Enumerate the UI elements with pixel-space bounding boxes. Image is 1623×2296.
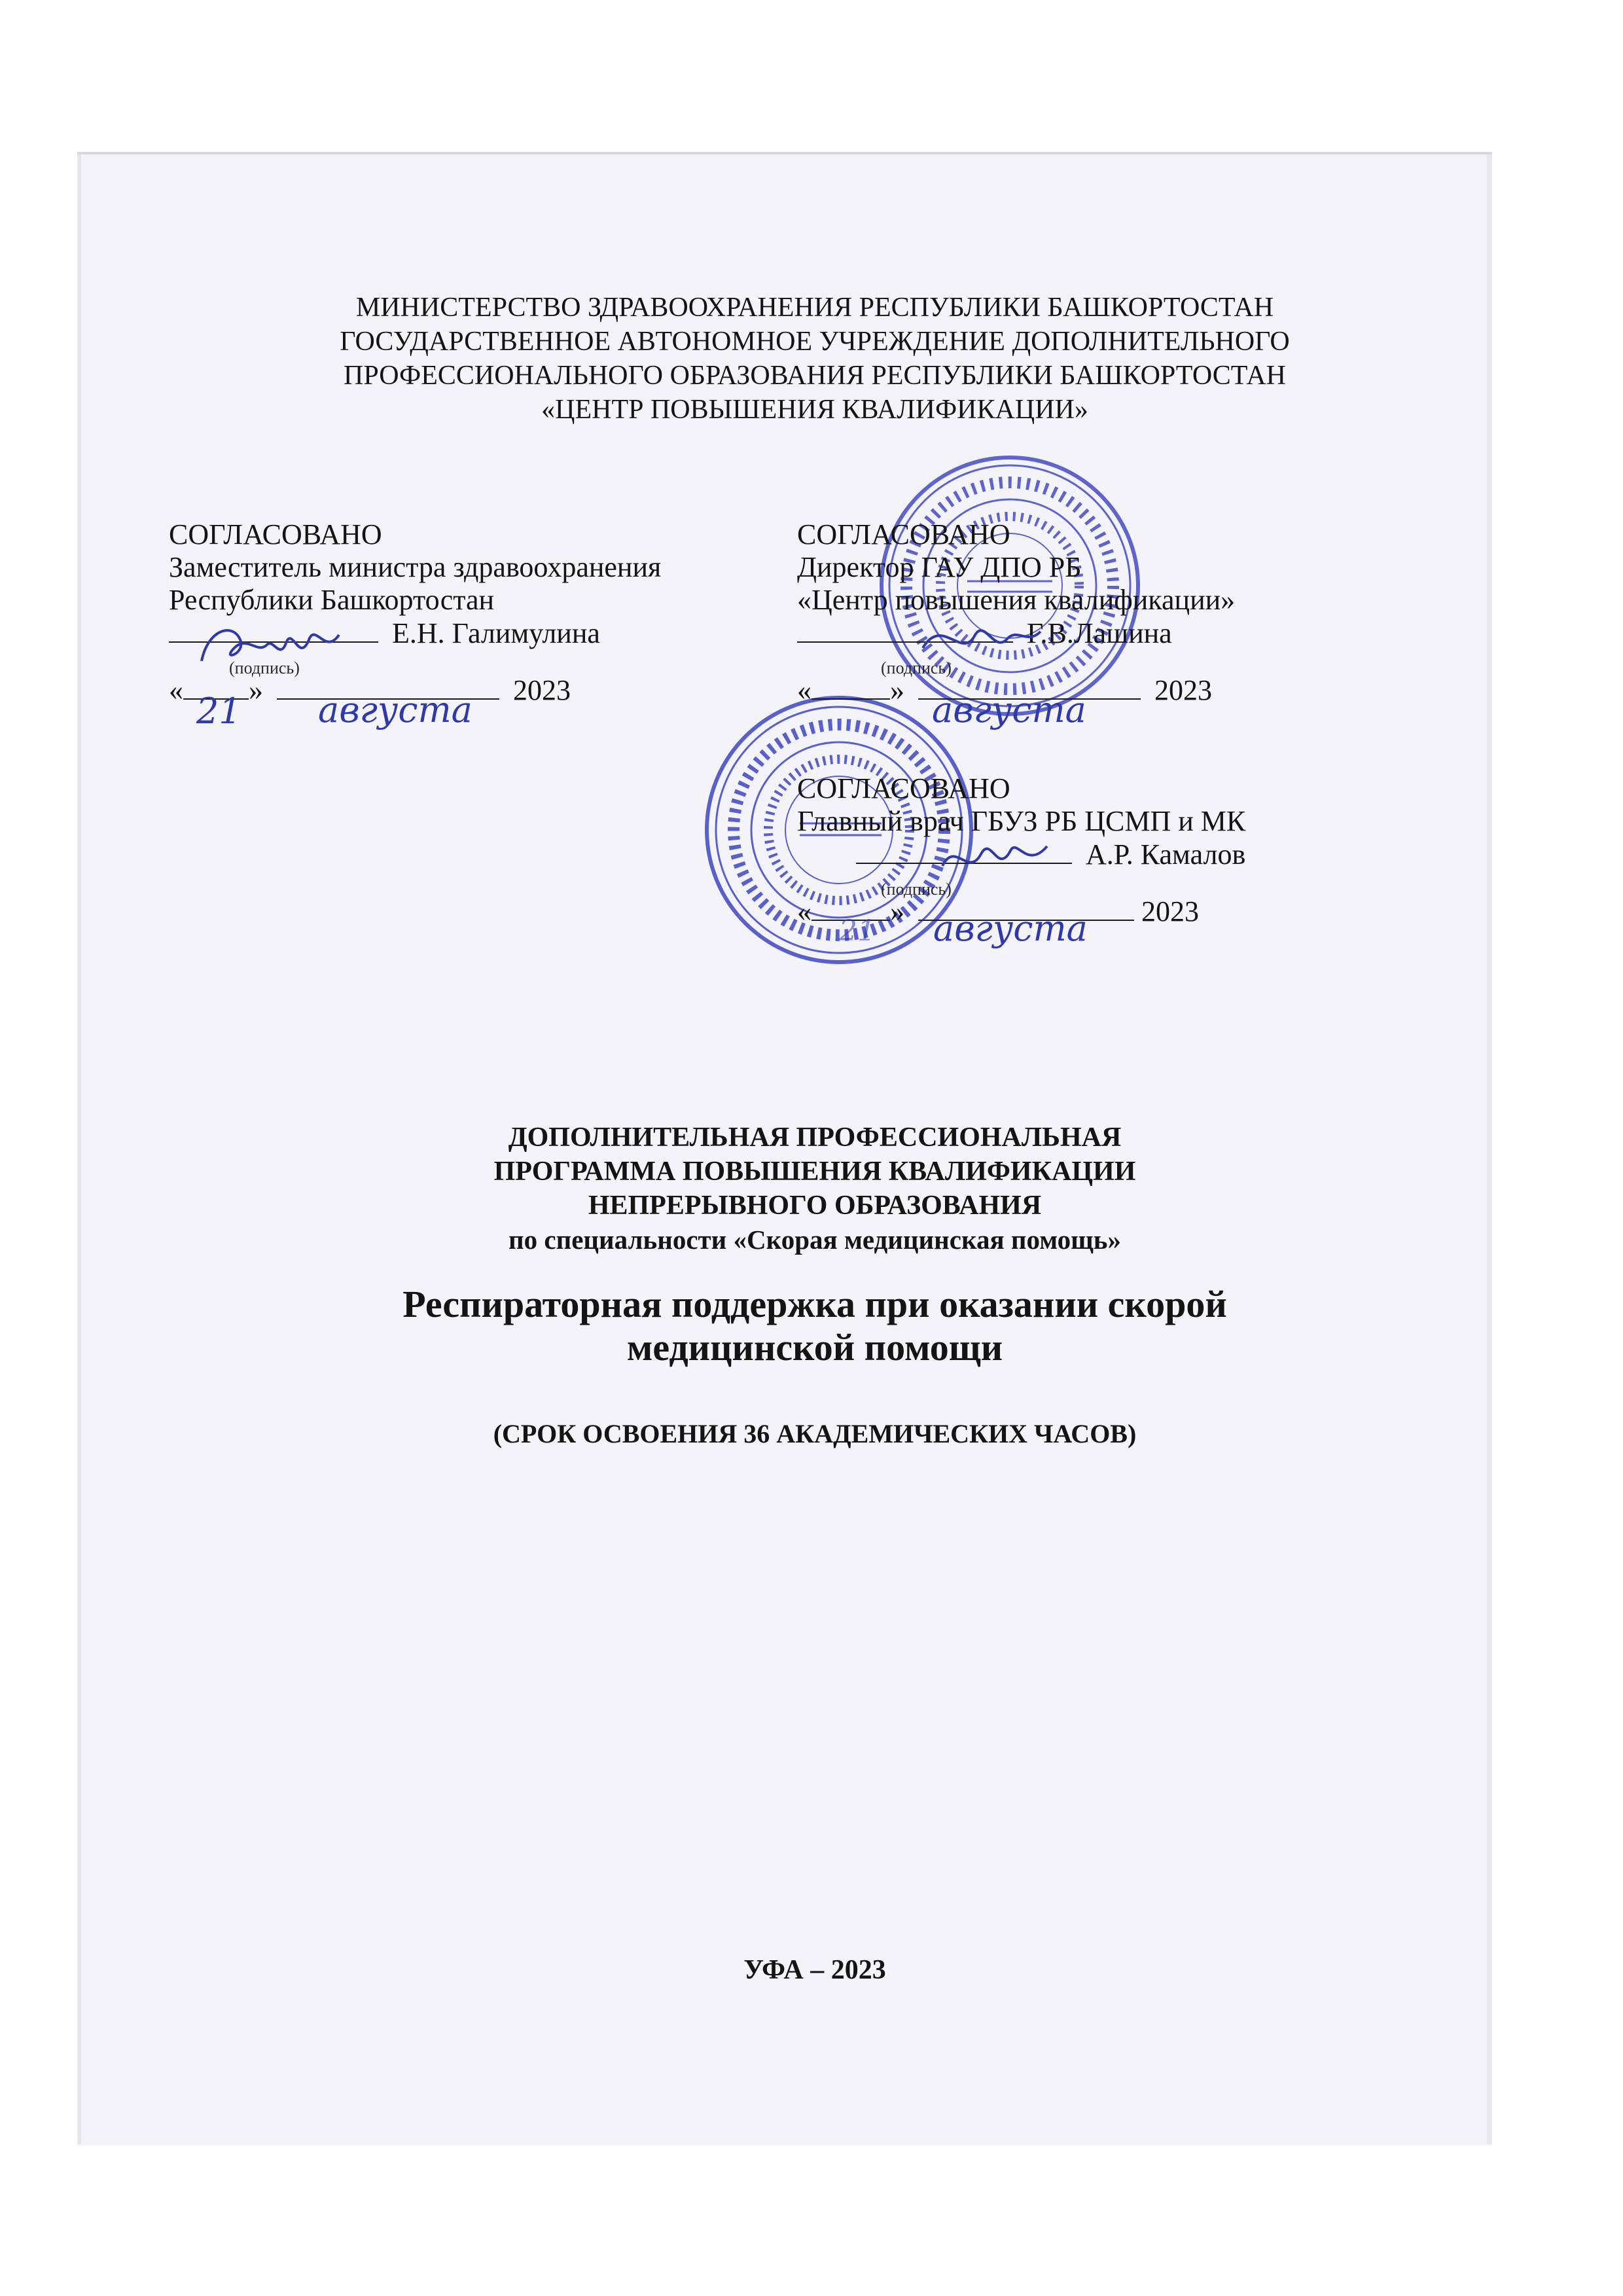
handwritten-signature <box>195 615 352 681</box>
program-title-line: медицинской помощи <box>626 1326 1003 1369</box>
date-day-blank <box>812 673 890 700</box>
program-type-line: ПРОГРАММА ПОВЫШЕНИЯ КВАЛИФИКАЦИИ <box>493 1157 1136 1187</box>
date-close-quote: » <box>890 895 904 927</box>
program-title <box>196 1283 1433 1369</box>
program-duration: (СРОК ОСВОЕНИЯ 36 АКАДЕМИЧЕСКИХ ЧАСОВ) <box>493 1419 1137 1448</box>
date-open-quote: « <box>797 895 812 927</box>
approval-heading: СОГЛАСОВАНО <box>169 518 382 550</box>
approval-position-line: Заместитель министра здравоохранения <box>169 551 662 583</box>
header-institution-type: ГОСУДАРСТВЕННОЕ АВТОНОМНОЕ УЧРЕЖДЕНИЕ ДОПОЛНИТЕЛЬНОГО <box>340 327 1290 357</box>
signature-caption: (подпись) <box>881 880 952 899</box>
date-year: 2023 <box>1154 674 1212 706</box>
date-year: 2023 <box>513 674 571 706</box>
date-close-quote: » <box>890 674 904 706</box>
date-year: 2023 <box>1141 895 1199 927</box>
sheet-top-edge <box>77 152 1492 154</box>
approval-heading: СОГЛАСОВАНО <box>797 772 1010 804</box>
city-year: УФА – 2023 <box>743 1955 886 1985</box>
date-close-quote: » <box>249 674 263 706</box>
program-type-line: ДОПОЛНИТЕЛЬНАЯ ПРОФЕССИОНАЛЬНАЯ <box>508 1122 1122 1153</box>
sheet-left-edge <box>77 154 81 2144</box>
handwritten-date-month: августа <box>318 689 473 730</box>
date-open-quote: « <box>797 674 812 706</box>
approval-heading: СОГЛАСОВАНО <box>797 518 1010 550</box>
handwritten-signature <box>936 830 1054 889</box>
signature-caption: (подпись) <box>229 658 300 677</box>
handwritten-date-day: 21 <box>839 914 876 948</box>
approval-position-line: Главный врач ГБУЗ РБ ЦСМП и МК <box>797 805 1246 837</box>
approval-position-line: «Центр повышения квалификации» <box>797 584 1236 616</box>
program-title-line: Респираторная поддержка при оказании скорой <box>402 1283 1227 1325</box>
signature-caption: (подпись) <box>881 658 952 677</box>
header-ministry: МИНИСТЕРСТВО ЗДРАВООХРАНЕНИЯ РЕСПУБЛИКИ БАШКОРТОСТАН <box>355 293 1274 323</box>
handwritten-signature <box>916 609 1047 674</box>
handwritten-date-month: августа <box>932 689 1086 730</box>
program-title-block <box>196 1121 1433 1450</box>
handwritten-date-month: августа <box>933 908 1088 949</box>
handwritten-date-day: 21 <box>196 691 241 732</box>
approval-position-line: Республики Башкортостан <box>169 584 495 616</box>
institution-header <box>196 291 1433 427</box>
approval-position-line: Директор ГАУ ДПО РБ <box>797 551 1082 583</box>
sheet-right-edge <box>1487 154 1492 2144</box>
header-institution-region: ПРОФЕССИОНАЛЬНОГО ОБРАЗОВАНИЯ РЕСПУБЛИКИ БАШКОРТОСТАН <box>344 361 1286 391</box>
signatory-name: А.Р. Камалов <box>1086 838 1246 870</box>
program-specialty: по специальности «Скорая медицинская помощь» <box>508 1225 1121 1255</box>
date-open-quote: « <box>169 674 183 706</box>
signatory-name: Г.В.Лашина <box>1027 617 1172 649</box>
program-type-line: НЕПРЕРЫВНОГО ОБРАЗОВАНИЯ <box>588 1191 1042 1221</box>
header-institution-name: «ЦЕНТР ПОВЫШЕНИЯ КВАЛИФИКАЦИИ» <box>541 395 1088 425</box>
signatory-name: Е.Н. Галимулина <box>392 617 600 649</box>
